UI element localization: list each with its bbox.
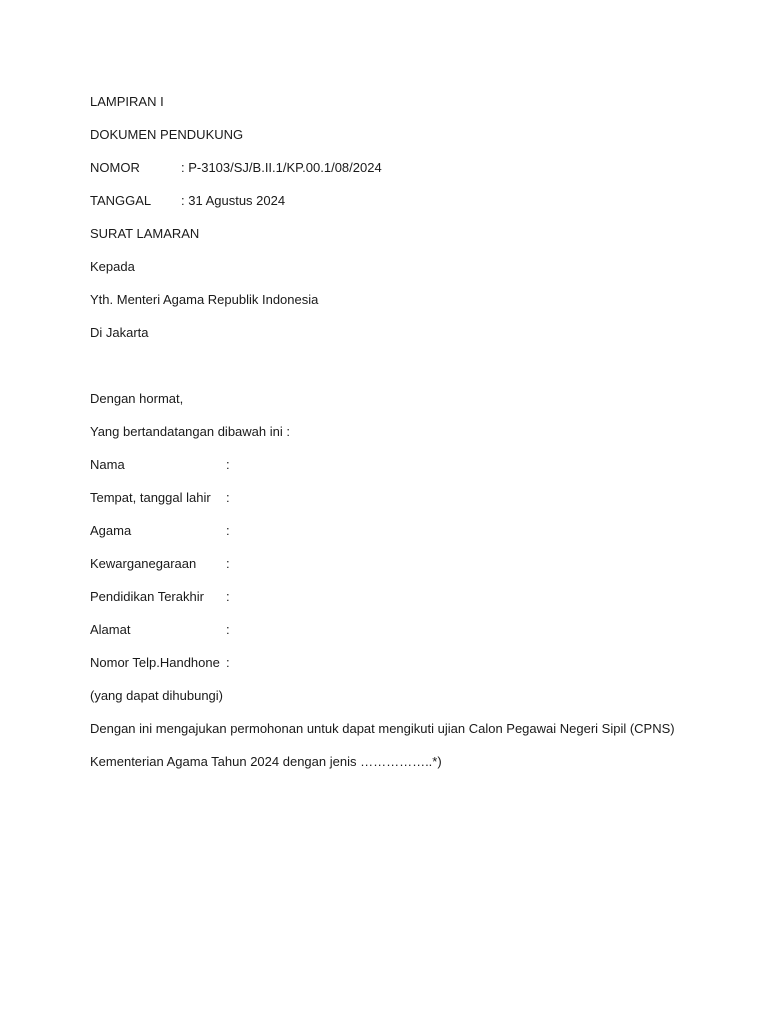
- field-row-nama: [90, 457, 710, 490]
- field-colon: :: [226, 556, 230, 571]
- contact-note: (yang dapat dihubungi): [90, 688, 223, 703]
- field-label: Alamat: [90, 622, 131, 637]
- document-page: [90, 94, 710, 787]
- field-label: Tempat, tanggal lahir: [90, 490, 211, 505]
- field-colon: :: [226, 457, 230, 472]
- nomor-value: : P-3103/SJ/B.II.1/KP.00.1/08/2024: [181, 160, 382, 175]
- field-colon: :: [226, 490, 230, 505]
- field-colon: :: [226, 523, 230, 538]
- field-row-kewarganegaraan: [90, 556, 710, 589]
- tanggal-value: : 31 Agustus 2024: [181, 193, 286, 208]
- field-row-alamat: [90, 622, 710, 655]
- field-label: Kewarganegaraan: [90, 556, 197, 571]
- kepada-text: Kepada: [90, 259, 135, 274]
- spacer: [90, 358, 710, 391]
- dokumen-heading: DOKUMEN PENDUKUNG: [90, 127, 244, 142]
- paragraph-line-2: Kementerian Agama Tahun 2024 dengan jenis ……………..*): [90, 754, 442, 769]
- field-colon: :: [226, 589, 230, 604]
- field-row-telp: [90, 655, 710, 688]
- salutation: Dengan hormat,: [90, 391, 184, 406]
- field-row-agama: [90, 523, 710, 556]
- field-row-pendidikan: [90, 589, 710, 622]
- field-colon: :: [226, 655, 230, 670]
- field-label: Agama: [90, 523, 132, 538]
- field-label: Nama: [90, 457, 125, 472]
- paragraph-line-1: Dengan ini mengajukan permohonan untuk dapat mengikuti ujian Calon Pegawai Negeri Sipil (CPNS): [90, 721, 675, 736]
- nomor-label: NOMOR: [90, 160, 140, 175]
- field-label: Pendidikan Terakhir: [90, 589, 204, 604]
- surat-title: SURAT LAMARAN: [90, 226, 200, 241]
- field-row-ttl: [90, 490, 710, 523]
- tanggal-row: [90, 193, 710, 226]
- field-label: Nomor Telp.Handhone: [90, 655, 220, 670]
- intro-text: Yang bertandatangan dibawah ini :: [90, 424, 290, 439]
- field-colon: :: [226, 622, 230, 637]
- lampiran-heading: LAMPIRAN I: [90, 94, 164, 109]
- tanggal-label: TANGGAL: [90, 193, 152, 208]
- recipient-yth: Yth. Menteri Agama Republik Indonesia: [90, 292, 319, 307]
- nomor-row: [90, 160, 710, 193]
- recipient-place: Di Jakarta: [90, 325, 149, 340]
